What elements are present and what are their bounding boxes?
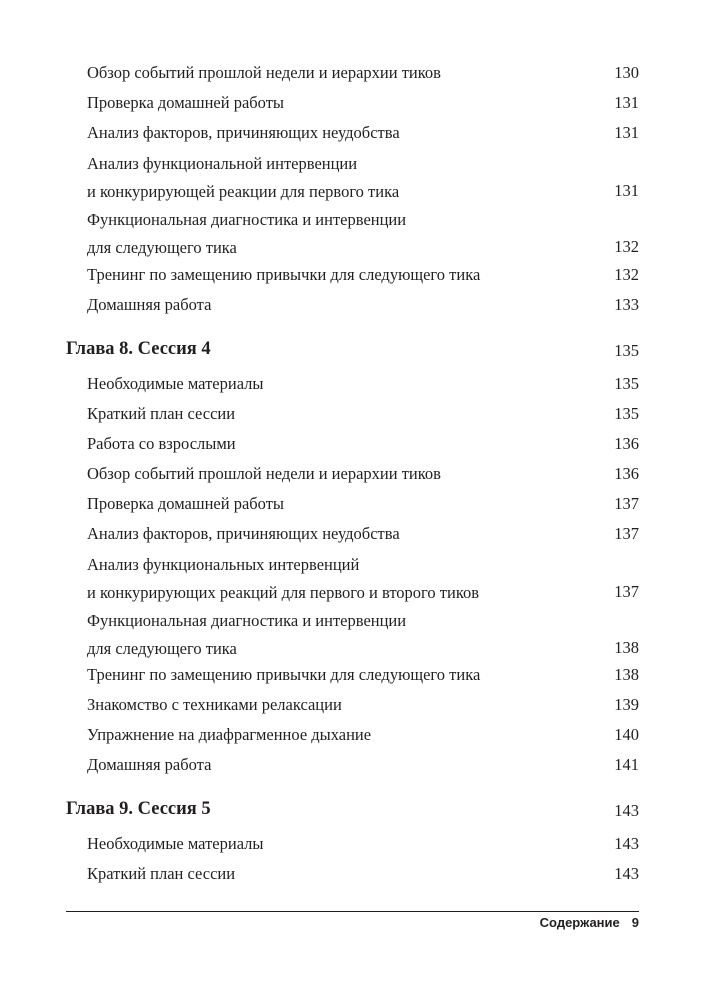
toc-entry-title	[87, 60, 441, 85]
toc-entry-line: Обзор событий прошлой недели и иерархии тиков	[87, 464, 441, 483]
toc-page-number: 136	[614, 464, 639, 483]
toc-page-number: 132	[614, 237, 639, 256]
toc-entry-title	[87, 521, 400, 546]
footer-section-title: Содержание	[539, 915, 620, 930]
toc-page-number: 135	[614, 374, 639, 393]
toc-entry-line: для следующего тика	[87, 639, 237, 658]
toc-entry-line: Краткий план сессии	[87, 864, 236, 883]
toc-entry-title	[87, 401, 235, 426]
toc-entry-line: Обзор событий прошлой недели и иерархии тиков	[87, 63, 441, 82]
toc-entry-title	[87, 431, 236, 456]
toc-page-number: 136	[614, 434, 639, 453]
toc-entry-title	[87, 461, 441, 486]
toc-entry-title	[87, 206, 406, 262]
toc-entry-line: Проверка домашней работы	[87, 494, 284, 513]
toc-entry-line: Тренинг по замещению привычки для следующего тика	[87, 665, 481, 684]
toc-entry-line: Домашняя работа	[87, 295, 212, 314]
toc-page-number: 137	[614, 494, 639, 513]
toc-page-number: 140	[614, 725, 639, 744]
toc-entry-line: Краткий план сессии	[87, 404, 236, 423]
toc-entry-line: Необходимые материалы	[87, 834, 264, 853]
toc-page-number: 143	[614, 864, 639, 883]
toc-page-number: 131	[614, 123, 639, 142]
toc-page-number: 131	[614, 181, 639, 200]
toc-page-number: 141	[614, 755, 639, 774]
toc-page-number: 138	[614, 638, 639, 657]
toc-entry-line: Домашняя работа	[87, 755, 212, 774]
toc-entry-title	[87, 262, 480, 287]
toc-entry-title	[87, 120, 400, 145]
toc-page-number: 143	[614, 834, 639, 853]
toc-entry-title	[87, 292, 211, 317]
toc-entry-title	[87, 551, 479, 607]
toc-page-number: 139	[614, 695, 639, 714]
toc-entry-line: Необходимые материалы	[87, 374, 264, 393]
toc-entry-line: Глава 8. Сессия 4	[66, 339, 211, 359]
toc-entry-line: для следующего тика	[87, 238, 237, 257]
toc-page-number: 135	[614, 341, 639, 360]
toc-entry-title	[87, 752, 211, 777]
toc-entry-title	[87, 692, 342, 717]
toc-entry-line: Анализ функциональной интервенции	[87, 154, 358, 173]
toc-page-number: 138	[614, 665, 639, 684]
toc-entry-line: Анализ функциональных интервенций	[87, 555, 360, 574]
toc-entry-line: и конкурирующих реакций для первого и второго тиков	[87, 583, 480, 602]
toc-page-number: 137	[614, 524, 639, 543]
toc-entry-line: Глава 9. Сессия 5	[66, 799, 211, 819]
toc-entry-title	[87, 607, 406, 663]
page-footer	[540, 915, 639, 930]
toc-entry-title	[87, 662, 480, 687]
toc-entry-line: Функциональная диагностика и интервенции	[87, 210, 407, 229]
toc-entry-title	[87, 371, 263, 396]
toc-entry-line: Проверка домашней работы	[87, 93, 284, 112]
toc-page-number: 133	[614, 295, 639, 314]
toc-entry-line: Функциональная диагностика и интервенции	[87, 611, 407, 630]
footer-page-number: 9	[631, 915, 639, 930]
toc-page-number: 132	[614, 265, 639, 284]
toc-entry-line: Анализ факторов, причиняющих неудобства	[87, 123, 400, 142]
footer-divider	[66, 911, 639, 912]
toc-page-number: 131	[614, 93, 639, 112]
toc-entry-title	[87, 861, 235, 886]
toc-entry-line: Работа со взрослыми	[87, 434, 236, 453]
toc-entry-line: Упражнение на диафрагменное дыхание	[87, 725, 372, 744]
toc-entry-title	[87, 491, 284, 516]
toc-page-number: 143	[614, 801, 639, 820]
toc-page-number: 135	[614, 404, 639, 423]
toc-page-number: 137	[614, 582, 639, 601]
toc-page-number: 130	[614, 63, 639, 82]
toc-chapter-title	[66, 797, 211, 822]
toc-entry-title	[87, 722, 371, 747]
toc-entry-line: Тренинг по замещению привычки для следующего тика	[87, 265, 481, 284]
toc-entry-line: Знакомство с техниками релаксации	[87, 695, 342, 714]
toc-entry-line: Анализ факторов, причиняющих неудобства	[87, 524, 400, 543]
toc-entry-title	[87, 831, 263, 856]
toc-entry-line: и конкурирующей реакции для первого тика	[87, 182, 400, 201]
toc-entry-title	[87, 90, 284, 115]
toc-entry-title	[87, 150, 399, 206]
toc-chapter-title	[66, 337, 211, 362]
